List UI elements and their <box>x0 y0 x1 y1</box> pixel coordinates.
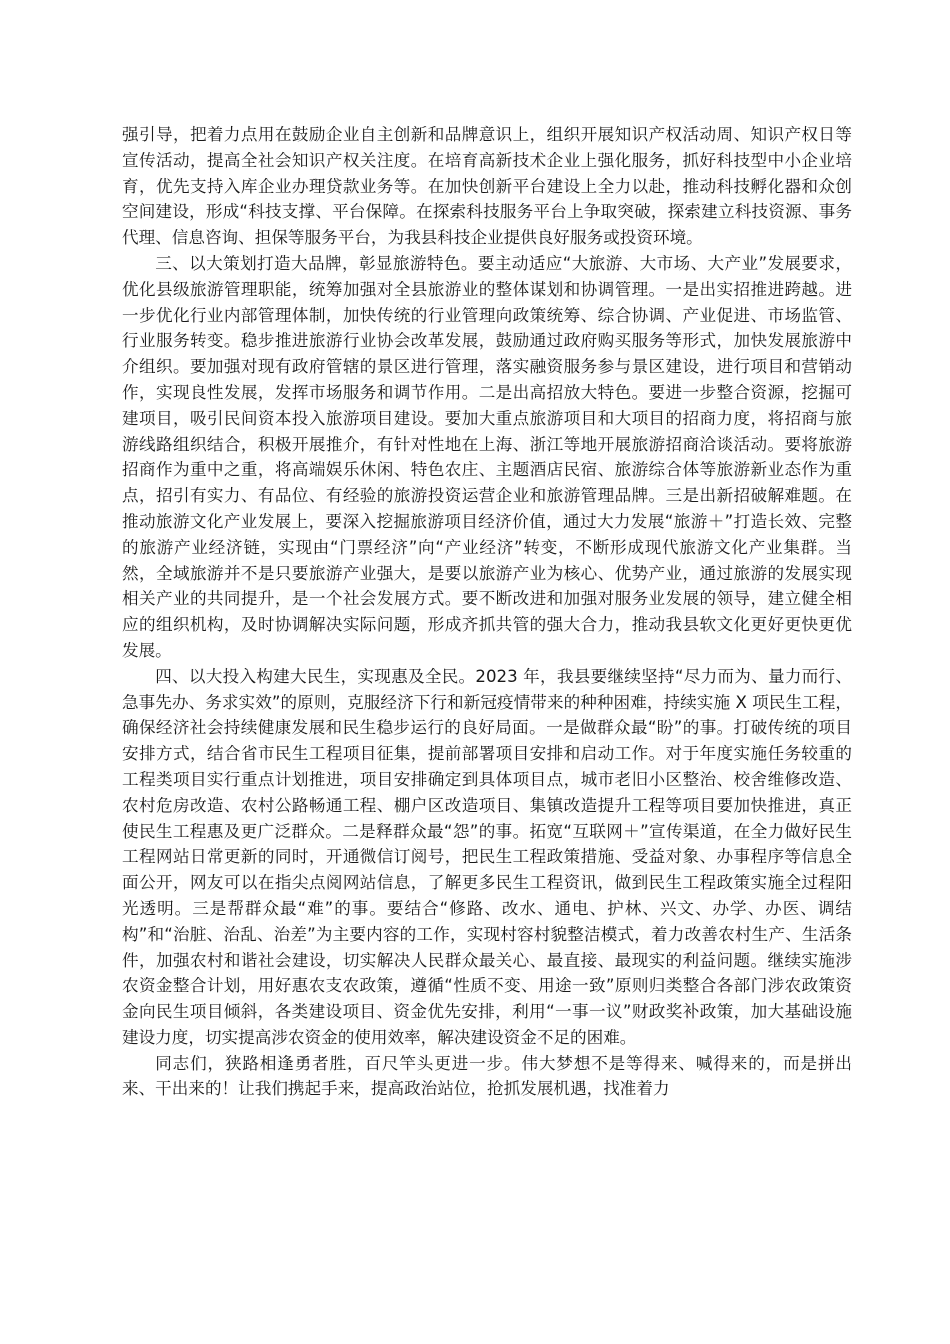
paragraph-tourism-brand: 三、以大策划打造大品牌，彰显旅游特色。要主动适应“大旅游、大市场、大产业”发展要求，优化县级旅游管理职能，统筹加强对全县旅游业的整体谋划和协调管理。一是出实招推进跨越。进一步优化行业内部管理体制，加快传统的行业管理向政策统筹、综合协调、产业促进、市场监管、行业服务转变。稳步推进旅游行业协会改革发展，鼓励通过政府购买服务等形式，加快发展旅游中介组织。要加强对现有政府管辖的景区进行管理，落实融资服务参与景区建设，进行项目和营销动作，实现良性发展，发挥市场服务和调节作用。二是出高招放大特色。要进一步整合资源，挖掘可建项目，吸引民间资本投入旅游项目建设。要加大重点旅游项目和大项目的招商力度，将招商与旅游线路组织结合，积极开展推介，有针对性地在上海、浙江等地开展旅游招商洽谈活动。要将旅游招商作为重中之重，将高端娱乐休闲、特色农庄、主题酒店民宿、旅游综合体等旅游新业态作为重点，招引有实力、有品位、有经验的旅游投资运营企业和旅游管理品牌。三是出新招破解难题。在推动旅游文化产业发展上，要深入挖掘旅游项目经济价值，通过大力发展“旅游＋”打造长效、完整的旅游产业经济链，实现由“门票经济”向“产业经济”转变，不断形成现代旅游文化产业集群。当然，全域旅游并不是只要旅游产业强大，是要以旅游产业为核心、优势产业，通过旅游的发展实现相关产业的共同提升，是一个社会发展方式。要不断改进和加强对服务业发展的领导，建立健全相应的组织机构，及时协调解决实际问题，形成齐抓共管的强大合力，推动我县软文化更好更快更优发展。 <box>122 253 852 660</box>
document-page <box>122 122 852 1102</box>
paragraph-science-tech-support: 强引导，把着力点用在鼓励企业自主创新和品牌意识上，组织开展知识产权活动周、知识产权日等宣传活动，提高全社会知识产权关注度。在培育高新技术企业上强化服务，抓好科技型中小企业培育，优先支持入库企业办理贷款业务等。在加快创新平台建设上全力以赴，推动科技孵化器和众创空间建设，形成“科技支撑、平台保障。在探索科技服务平台上争取突破，探索建立科技资源、事务代理、信息咨询、担保等服务平台，为我县科技企业提供良好服务或投资环境。 <box>122 125 852 248</box>
paragraph-closing-appeal: 同志们，狭路相逢勇者胜，百尺竿头更进一步。伟大梦想不是等得来、喊得来的，而是拼出来、干出来的！让我们携起手来，提高政治站位，抢抓发展机遇，找准着力 <box>122 1053 852 1099</box>
paragraph-livelihood-projects: 四、以大投入构建大民生，实现惠及全民。2023 年，我县要继续坚持“尽力而为、量力而行、急事先办、务求实效”的原则，克服经济下行和新冠疫情带来的种种困难，持续实施 X 项民生工程，确保经济社会持续健康发展和民生稳步运行的良好局面。一是做群众最“盼”的事。打破传统的项目安排方式，结合省市民生工程项目征集，提前部署项目安排和启动工作。对于年度实施任务较重的工程类项目实行重点计划推进，项目安排确定到具体项目点，城市老旧小区整治、校舍维修改造、农村危房改造、农村公路畅通工程、棚户区改造项目、集镇改造提升工程等项目要加快推进，真正使民生工程惠及更广泛群众。二是释群众最“怨”的事。拓宽“互联网＋”宣传渠道，在全力做好民生工程网站日常更新的同时，开通微信订阅号，把民生工程政策措施、受益对象、办事程序等信息全面公开，网友可以在指尖点阅网站信息，了解更多民生工程资讯，做到民生工程政策实施全过程阳光透明。三是帮群众最“难”的事。要结合“修路、改水、通电、护林、兴文、办学、办医、调结构”和“治脏、治乱、治差”为主要内容的工作，实现村容村貌整洁模式，着力改善农村生产、生活条件，加强农村和谐社会建设，切实解决人民群众最关心、最直接、最现实的利益问题。继续实施涉农资金整合计划，用好惠农支农政策，遵循“性质不变、用途一致”原则归类整合各部门涉农政策资金向民生项目倾斜，各类建设项目、资金优先安排，利用“一事一议”财政奖补政策，加大基础设施建设力度，切实提高涉农资金的使用效率，解决建设资金不足的困难。 <box>122 666 852 1047</box>
